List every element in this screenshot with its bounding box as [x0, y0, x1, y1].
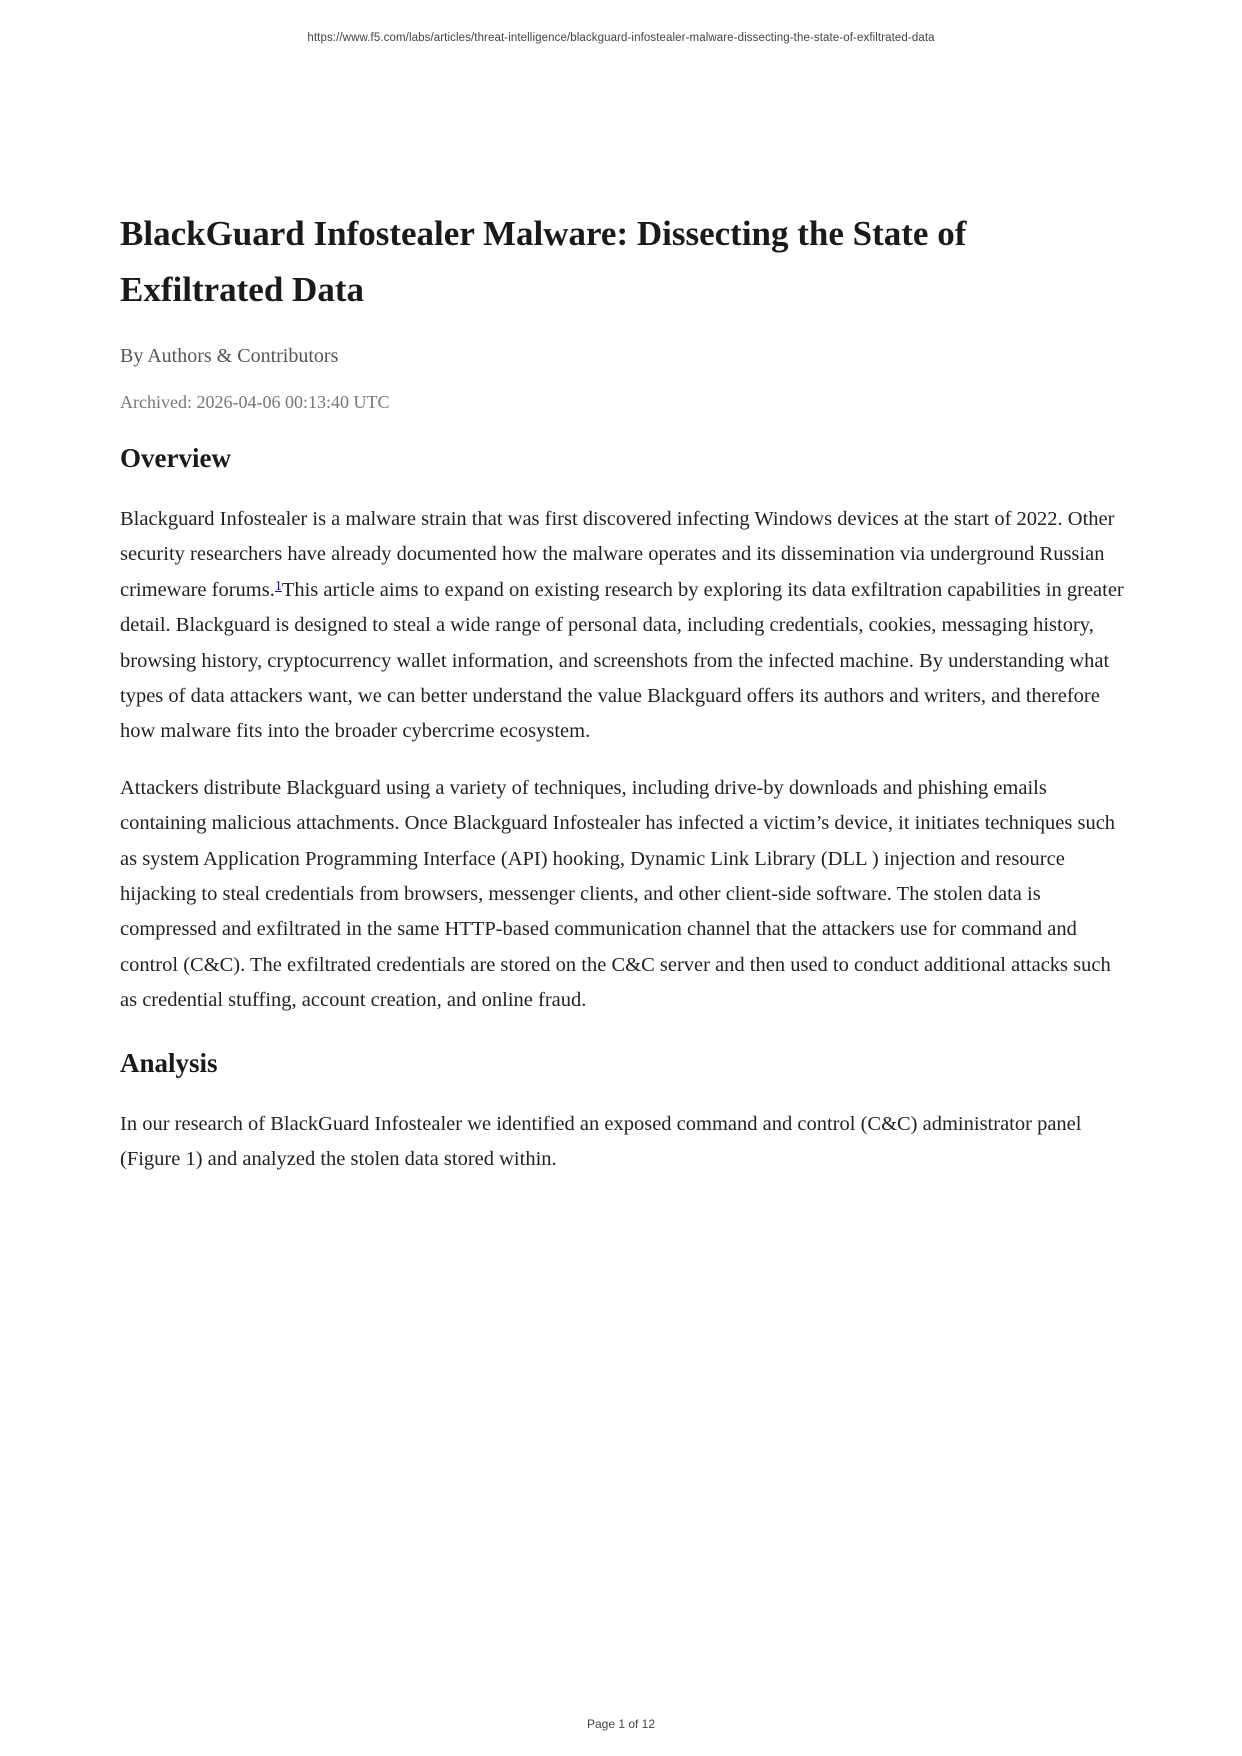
overview-heading: Overview — [120, 443, 231, 473]
article-byline: By Authors & Contributors — [120, 345, 339, 367]
page-number-footer: Page 1 of 12 — [586, 1717, 656, 1731]
analysis-heading: Analysis — [120, 1047, 218, 1078]
article-title — [120, 206, 1125, 318]
footnote-marker — [275, 579, 282, 594]
page-url-header: https://www.f5.com/labs/articles/threat-intelligence/blackguard-infostealer-malware-dissecting-the-state-of-exfiltrated-data — [307, 32, 935, 44]
overview-paragraph-1-text-b: This article aims to expand on existing research by exploring its data exfiltration capabilities in greater detail. Blackguard is designed to steal a wide range of personal data, including credentials, cookies, messaging history, browsing history, cryptocurrency wallet information, and screenshots from the infected machine. By understanding what types of data attackers want, we can better understand the value Blackguard offers its authors and writers, and therefore how malware fits into the broader cybercrime ecosystem. — [120, 578, 1124, 743]
article-content — [120, 206, 1125, 1178]
analysis-paragraph-1: In our research of BlackGuard Infostealer we identified an exposed command and control (C&C) administrator panel (Figure 1) and analyzed the stolen data stored within. — [120, 1112, 1082, 1171]
overview-paragraph-1 — [120, 502, 1125, 750]
archived-timestamp: Archived: 2026-04-06 00:13:40 UTC — [120, 392, 390, 412]
article-title-line-2: Exfiltrated Data — [120, 270, 364, 309]
overview-paragraph-1-text-a: Blackguard Infostealer is a malware strain that was first discovered infecting Windows devices at the start of 2022. Other security researchers have already documented how the malware operates and its dissemination via underground Russian crimeware forums. — [120, 508, 1115, 601]
overview-paragraph-2: Attackers distribute Blackguard using a variety of techniques, including drive-by downloads and phishing emails containing malicious attachments. Once Blackguard Infostealer has infected a victim’s device, it initiates techniques such as system Application Programming Interface (API) hooking, Dynamic Link Library (DLL ) injection and resource hijacking to steal credentials from browsers, messenger clients, and other client-side software. The stolen data is compressed and exfiltrated in the same HTTP-based communication channel that the attackers use for command and control (C&C). The exfiltrated credentials are stored on the C&C server and then used to conduct additional attacks such as credential stuffing, account creation, and online fraud. — [120, 776, 1116, 1012]
footnote-1-link[interactable]: 1 — [274, 578, 282, 594]
article-title-line-1: BlackGuard Infostealer Malware: Dissecting the State of — [120, 214, 967, 253]
